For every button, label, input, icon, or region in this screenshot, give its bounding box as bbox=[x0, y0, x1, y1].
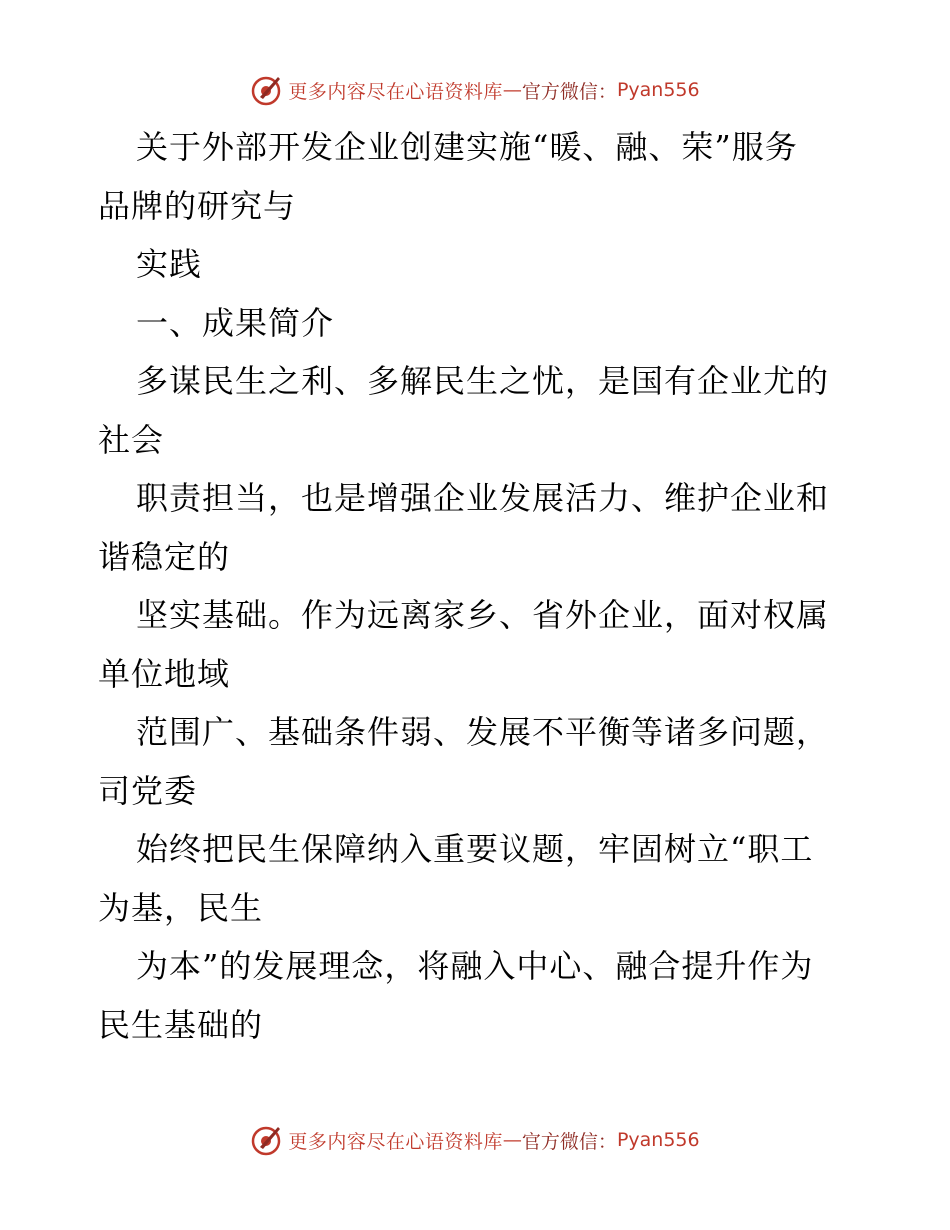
footer-watermark bbox=[0, 1120, 950, 1160]
quill-pen-logo-icon bbox=[250, 73, 284, 107]
watermark-wechat-id: Pyan556 bbox=[616, 79, 700, 101]
header-watermark bbox=[0, 70, 950, 110]
text-line: 谐稳定的 bbox=[98, 537, 231, 576]
text-line: 为本”的发展理念，将融入中心、融合提升作为 bbox=[136, 947, 814, 985]
watermark-wechat-label: 官方微信： bbox=[521, 80, 617, 103]
quill-pen-logo-icon bbox=[250, 1123, 284, 1157]
text-line: 单位地域 bbox=[98, 654, 231, 693]
text-line: 一、成果简介 bbox=[136, 303, 335, 342]
text-line: 为基，民生 bbox=[98, 888, 264, 927]
text-line: 职责担当，也是增强企业发展活力、维护企业和 bbox=[136, 479, 830, 517]
document-body bbox=[98, 118, 858, 1054]
text-line: 范围广、基础条件弱、发展不平衡等诸多问题， bbox=[136, 713, 830, 751]
text-line: 品牌的研究与 bbox=[98, 186, 297, 225]
text-line: 多谋民生之利、多解民生之忧，是国有企业尤的 bbox=[136, 362, 830, 400]
text-line: 司党委 bbox=[98, 771, 198, 810]
watermark-site-name: 更多内容尽在心语资料库 bbox=[288, 1130, 503, 1153]
watermark-wechat-id: Pyan556 bbox=[616, 1129, 700, 1151]
text-line: 坚实基础。作为远离家乡、省外企业，面对权属 bbox=[136, 596, 830, 634]
text-line: 社会 bbox=[98, 420, 165, 459]
watermark-wechat-label: 官方微信： bbox=[521, 1130, 617, 1153]
text-line: 实践 bbox=[136, 245, 203, 283]
watermark-site-name: 更多内容尽在心语资料库 bbox=[288, 80, 503, 103]
watermark-dash: — bbox=[502, 79, 522, 101]
text-line: 始终把民生保障纳入重要议题，牢固树立“职工 bbox=[136, 830, 814, 868]
text-line: 民生基础的 bbox=[98, 1005, 264, 1044]
watermark-dash: — bbox=[502, 1129, 522, 1151]
text-line: 关于外部开发企业创建实施“暖、融、荣”服务 bbox=[136, 128, 798, 166]
